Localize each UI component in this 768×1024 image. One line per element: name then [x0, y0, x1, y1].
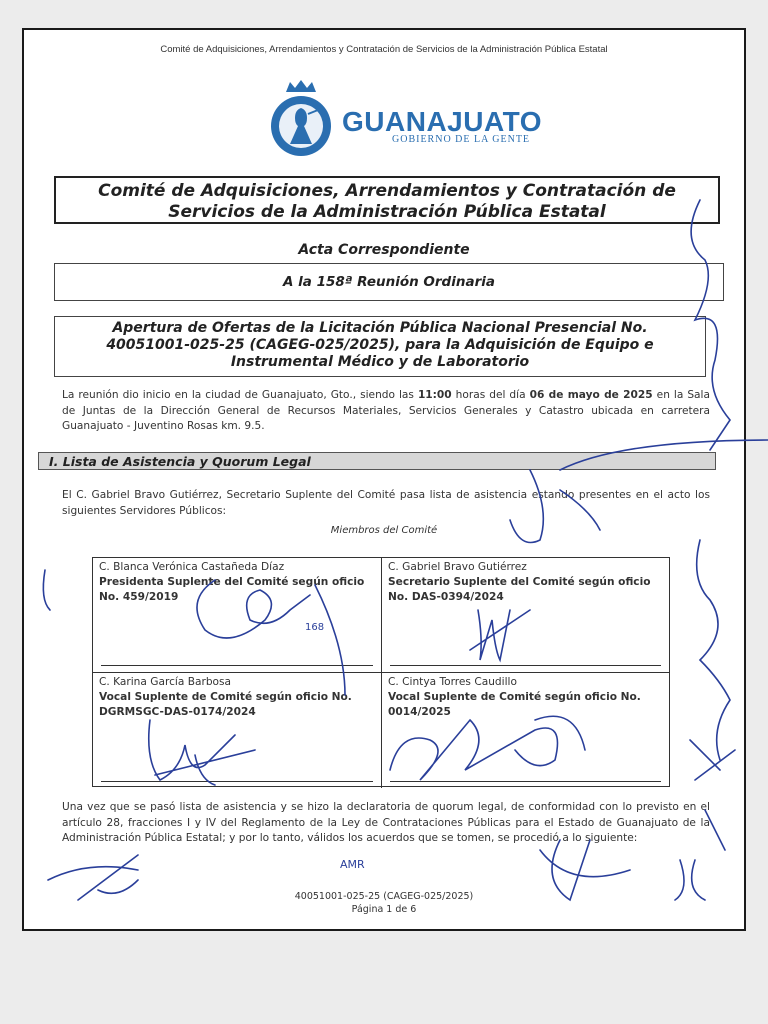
guanajuato-seal-logo	[268, 78, 334, 158]
handwritten-initials: 168	[305, 622, 325, 633]
title-line-1: Comité de Adquisiciones, Arrendamientos y Contratación de	[98, 181, 676, 201]
logo-wordmark: GUANAJUATO	[342, 106, 542, 137]
member-cell	[93, 558, 382, 673]
handwritten-initials: AMR	[340, 858, 365, 871]
document-page	[22, 28, 746, 931]
members-signature-table	[92, 557, 670, 787]
intro-text-1: La reunión dio inicio en la ciudad de Guanajuato, Gto., siendo las	[62, 389, 418, 401]
member-cell	[382, 558, 669, 673]
header-note: Comité de Adquisiciones, Arrendamientos y Contratación de Servicios de la Administración Pública Estatal	[160, 44, 608, 55]
committee-title	[54, 176, 720, 224]
signature-line	[101, 665, 373, 666]
page-footer	[24, 890, 744, 916]
members-label: Miembros del Comité	[330, 525, 438, 536]
reunion-heading: A la 158ª Reunión Ordinaria	[54, 263, 724, 301]
signature-line	[101, 781, 373, 782]
member-role: Vocal Suplente de Comité según oficio No. 0014/2025	[388, 691, 641, 718]
apertura-line-2: 40051001-025-25 (CAGEG-025/2025), para la Adquisición de Equipo e	[106, 337, 654, 353]
apertura-line-1: Apertura de Ofertas de la Licitación Pública Nacional Presencial No.	[112, 320, 648, 336]
intro-text-2: horas del día	[451, 389, 530, 401]
member-cell	[382, 673, 669, 788]
attendance-paragraph: El C. Gabriel Bravo Gutiérrez, Secretario Suplente del Comité pasa lista de asistencia estando presentes en el acto los siguientes Servidores Públicos:	[62, 489, 710, 517]
member-name: C. Blanca Verónica Castañeda Díaz	[99, 561, 285, 573]
section-heading: I. Lista de Asistencia y Quorum Legal	[38, 452, 716, 470]
signature-line	[390, 665, 661, 666]
member-role: Presidenta Suplente del Comité según oficio No. 459/2019	[99, 576, 365, 603]
member-name: C. Gabriel Bravo Gutiérrez	[388, 561, 527, 573]
quorum-paragraph: Una vez que se pasó lista de asistencia y se hizo la declaratoria de quorum legal, de conformidad con lo previsto en el artículo 28, fracciones I y IV del Reglamento de la Ley de Contrataciones Públicas para el Estado de Guanajuato de la Administración Pública Estatal; y por lo tanto, válidos los acuerdos que se tomen, se procedió a lo siguiente:	[62, 801, 710, 844]
signature-line	[390, 781, 661, 782]
intro-text-3: en la Sala de Juntas de la Dirección General de Recursos Materiales, Servicios Generales y Catastro ubicada en carretera Guanajuato - Juventino Rosas km. 9.5.	[62, 389, 710, 432]
footer-page-number: Página 1 de 6	[351, 904, 417, 915]
intro-date: 06 de mayo de 2025	[529, 389, 653, 401]
title-line-2: Servicios de la Administración Pública Estatal	[168, 202, 606, 222]
member-name: C. Cintya Torres Caudillo	[388, 676, 517, 688]
member-role: Secretario Suplente del Comité según oficio No. DAS-0394/2024	[388, 576, 651, 603]
member-role: Vocal Suplente de Comité según oficio No. DGRMSGC-DAS-0174/2024	[99, 691, 352, 718]
acta-heading: Acta Correspondiente	[298, 242, 470, 258]
intro-paragraph	[62, 388, 710, 435]
member-name: C. Karina García Barbosa	[99, 676, 232, 688]
footer-code: 40051001-025-25 (CAGEG-025/2025)	[294, 891, 474, 902]
logo-subtitle: GOBIERNO DE LA GENTE	[392, 134, 531, 145]
apertura-line-3: Instrumental Médico y de Laboratorio	[230, 354, 530, 370]
apertura-heading	[54, 316, 706, 377]
member-cell	[93, 673, 382, 788]
intro-time: 11:00	[417, 389, 452, 401]
